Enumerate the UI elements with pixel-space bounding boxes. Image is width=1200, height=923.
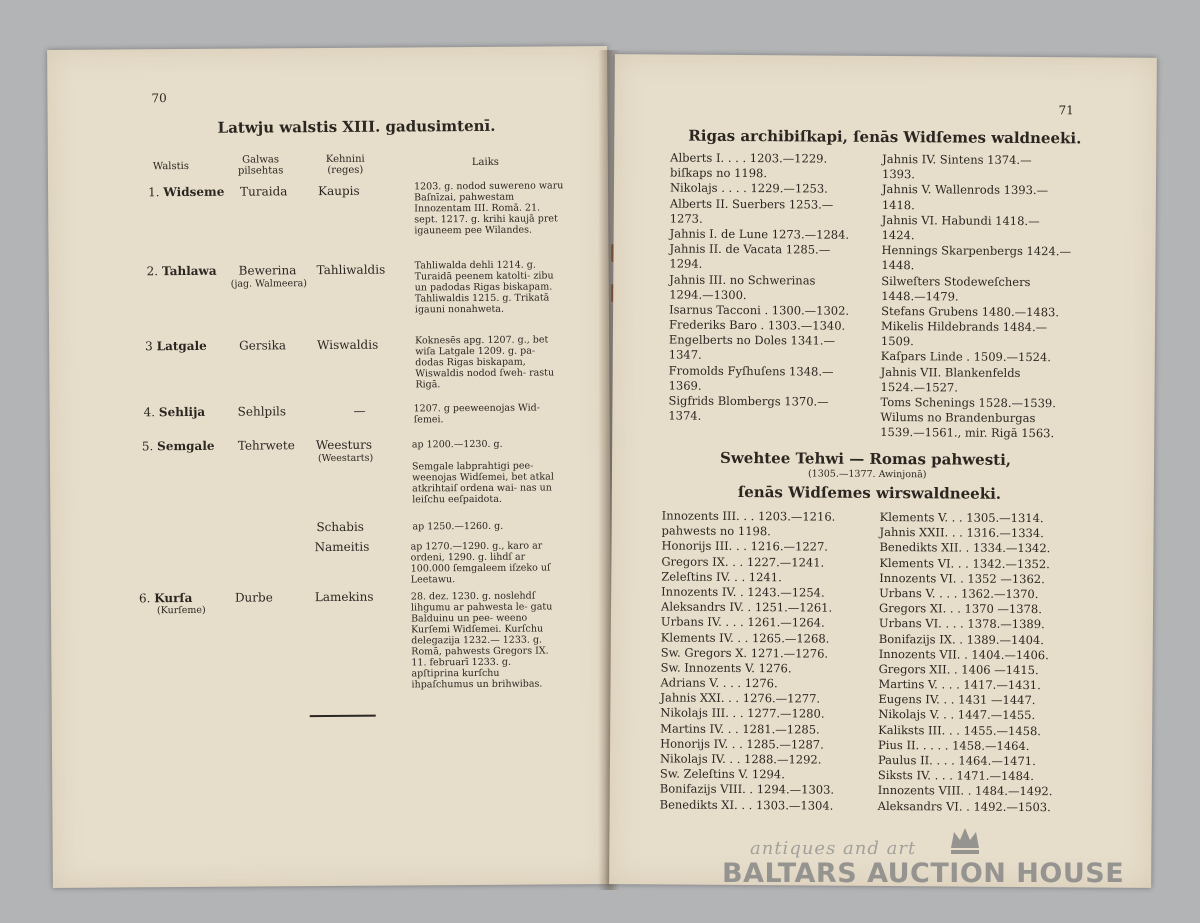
list-item: Urbans VI. . . . 1378.—1389. bbox=[878, 616, 1045, 632]
crown-icon bbox=[948, 826, 982, 856]
col-header-pilsehtas bbox=[238, 154, 284, 176]
list-item: Bonifazijs IX. . 1389.—1404. bbox=[878, 631, 1045, 647]
row-king-sub: (Weestarts) bbox=[317, 452, 374, 465]
list-item: Nikolajs IV. . . 1288.—1292. bbox=[659, 751, 822, 767]
table-row bbox=[147, 264, 217, 278]
list-item: 1524.—1527. bbox=[880, 379, 958, 395]
list-item: Jahnis II. de Vacata 1285.— bbox=[669, 241, 831, 257]
row-king: Nameitis bbox=[314, 539, 370, 555]
row-king: Weesturs bbox=[315, 437, 373, 453]
row-state: Kurſa bbox=[154, 590, 193, 606]
col-header-pilsehtas-line2: pilsehtas bbox=[237, 165, 284, 177]
section-title-popes-2: ſenās Widſemes wirswaldneeki. bbox=[737, 482, 1002, 503]
list-item: Siksts IV. . . . 1471.—1484. bbox=[877, 768, 1034, 784]
list-item: Jahnis XXII. . . 1316.—1334. bbox=[879, 525, 1044, 541]
row-state: Latgale bbox=[156, 338, 207, 354]
list-item: Klements V. . . 1305.—1314. bbox=[879, 509, 1044, 526]
list-item: 1273. bbox=[669, 211, 703, 226]
archbishops-column-2 bbox=[880, 152, 1071, 442]
row-city-sub: (jag. Walmeera) bbox=[230, 278, 308, 290]
row-state: Sehlija bbox=[158, 404, 206, 420]
list-item: Nikolajs . . . . 1229.—1253. bbox=[669, 180, 828, 196]
list-item: Nikolajs III. . . 1277.—1280. bbox=[660, 705, 825, 722]
row-king: Lamekins bbox=[314, 589, 374, 605]
list-item: 1448.—1479. bbox=[881, 288, 959, 304]
list-item: Gregors XI. . . 1370 —1378. bbox=[878, 601, 1042, 617]
table-row bbox=[144, 405, 206, 419]
list-item: Eugens IV. . . 1431 —1447. bbox=[878, 692, 1036, 708]
col-header-pilsehtas-line1: Galwas bbox=[242, 154, 280, 166]
list-item: 1374. bbox=[668, 408, 702, 423]
list-item: Engelberts no Doles 1341.— bbox=[668, 332, 836, 348]
list-item: Aleksandrs VI. . 1492.—1503. bbox=[877, 798, 1051, 814]
list-item: 1418. bbox=[881, 197, 915, 212]
row-city: Gersika bbox=[239, 338, 287, 353]
list-item: Kaliksts III. . . 1455.—1458. bbox=[878, 722, 1042, 738]
list-item: 1393. bbox=[882, 167, 916, 182]
list-item: Honorijs III. . . 1216.—1227. bbox=[661, 538, 829, 554]
list-item: Sigfrids Blombergs 1370.— bbox=[668, 393, 829, 409]
col-header-kehnini-line1: Kehnini bbox=[325, 153, 365, 166]
row-num: 6. bbox=[138, 591, 151, 606]
row-city: Turaida bbox=[240, 184, 288, 199]
page-number-right: 71 bbox=[1058, 103, 1074, 118]
list-item: Adrians V. . . . 1276. bbox=[660, 675, 778, 691]
list-item: Nikolajs V. . . 1447.—1455. bbox=[878, 707, 1036, 723]
list-item: Jahnis IV. Sintens 1374.— bbox=[882, 151, 1032, 168]
list-item: Gregors IX. . . 1227.—1241. bbox=[661, 554, 825, 570]
row-laiks: ap 1200.—1230. g. bbox=[411, 438, 503, 451]
col-header-walstis: Walstis bbox=[152, 160, 189, 173]
list-item: Jahnis VII. Blankenfelds bbox=[880, 364, 1021, 380]
left-page bbox=[47, 46, 613, 888]
list-item: Zeleſtins IV. . . 1241. bbox=[661, 569, 782, 585]
row-laiks-note: Semgale labprahtigi pee- weenojas Widſemei, bet atkal atkrihtaiſ ordena wai- nas un leiſchu eeſpaidota. bbox=[411, 460, 554, 506]
list-item: Paulus II. . . . 1464.—1471. bbox=[877, 752, 1036, 769]
popes-column-2 bbox=[878, 510, 1055, 815]
row-laiks: ap 1270.—1290. g., karo ar ordeni, 1290. g. lihdſ ar 100.000 ſemgaleem iſzeko uſ Leetawu. bbox=[410, 540, 551, 586]
list-item: Martins IV. . . 1281.—1285. bbox=[660, 721, 820, 737]
list-item: Mikelis Hildebrands 1484.— bbox=[880, 319, 1048, 335]
row-num: 5. bbox=[141, 439, 154, 454]
row-num: 2. bbox=[146, 264, 159, 279]
list-item: 1448. bbox=[881, 258, 915, 273]
watermark-brand: BALTARS AUCTION HOUSE bbox=[722, 858, 1125, 889]
row-state: Widseme bbox=[163, 184, 225, 200]
list-item: Bonifazijs VIII. . 1294.—1303. bbox=[659, 781, 835, 798]
table-row bbox=[145, 339, 207, 353]
col-header-kehnini-line2: (reges) bbox=[327, 164, 364, 177]
row-city: Tehrwete bbox=[237, 438, 295, 453]
row-king: Kaupis bbox=[318, 183, 360, 199]
col-header-kehnini bbox=[326, 154, 365, 176]
list-item: Urbans IV. . . . 1261.—1264. bbox=[660, 614, 825, 630]
list-item: Isarnus Tacconi . 1300.—1302. bbox=[669, 302, 850, 318]
list-item: Stefans Grubens 1480.—1483. bbox=[881, 303, 1060, 320]
popes-column-1 bbox=[660, 508, 836, 813]
list-item: Innozents III. . . 1203.—1216. bbox=[661, 508, 836, 524]
list-item: pahwests no 1198. bbox=[661, 523, 771, 539]
row-laiks: 28. dez. 1230. g. noslehdſ lihgumu ar pahwesta le- gatu Balduinu un pee- weeno Kurſemi Widſemei. Kurſchu delegazija 1232.— 1233. g. Romā, pahwests Gregors IX. 11. februarī 1233. g. apſtiprina kurſchu ihpaſchumus un brihwibas. bbox=[410, 590, 553, 691]
list-item: Innozents VIII. . 1484.—1492. bbox=[877, 783, 1053, 799]
list-item: Silweſters Stodeweſchers bbox=[881, 273, 1031, 289]
list-item: biſkaps no 1198. bbox=[670, 165, 768, 181]
list-item: Martins V. . . . 1417.—1431. bbox=[878, 677, 1041, 693]
list-item: 1424. bbox=[881, 227, 915, 243]
row-laiks: Tahliwalda dehli 1214. g. Turaidā peenem katolti- zibu un padodas Rigas biskapam. Tahliwaldis 1215. g. Trikatā igauni nonahweta. bbox=[414, 259, 554, 316]
watermark-tagline: antiques and art bbox=[750, 838, 917, 859]
list-item: Innozents VI. . 1352 —1362. bbox=[879, 570, 1045, 586]
list-item: 1347. bbox=[668, 347, 702, 363]
list-item: 1294.—1300. bbox=[669, 287, 747, 302]
row-num: 4. bbox=[143, 405, 156, 420]
list-item: Klements VI. . . 1342.—1352. bbox=[879, 555, 1050, 571]
list-item: Sw. Zeleſtins V. 1294. bbox=[659, 766, 785, 782]
list-item: Klements IV. . . 1265.—1268. bbox=[660, 629, 830, 646]
table-row bbox=[148, 185, 224, 200]
row-laiks: ap 1250.—1260. g. bbox=[412, 520, 504, 533]
row-state: Tahlawa bbox=[161, 263, 217, 279]
row-king: Tahliwaldis bbox=[316, 262, 386, 278]
list-item: Alberts II. Suerbers 1253.— bbox=[669, 196, 834, 212]
row-king: — bbox=[353, 403, 366, 418]
list-item: Frederiks Baro . 1303.—1340. bbox=[668, 317, 846, 333]
row-num: 1. bbox=[148, 185, 160, 200]
end-rule bbox=[310, 715, 376, 717]
row-city: Bewerina bbox=[238, 263, 297, 278]
list-item: Gregors XII. . 1406 —1415. bbox=[878, 661, 1039, 677]
section-title-popes: Swehtee Tehwi — Romas pahwesti, bbox=[720, 448, 1012, 469]
list-item: Pius II. . . . . 1458.—1464. bbox=[878, 737, 1030, 753]
list-item: 1539.—1561., mir. Rigā 1563. bbox=[880, 425, 1055, 441]
list-item: Honorijs IV. . . 1285.—1287. bbox=[660, 736, 824, 752]
list-item: Jahnis I. de Lune 1273.—1284. bbox=[669, 226, 850, 242]
row-king: Wiswaldis bbox=[317, 337, 379, 353]
list-item: Fromolds Fyſhuſens 1348.— bbox=[668, 363, 834, 379]
row-laiks: 1207. g peeweenojas Wid- ſemei. bbox=[413, 402, 540, 426]
section-subtitle-popes: (1305.—1377. Awinjonā) bbox=[807, 468, 927, 481]
row-king: Schabis bbox=[316, 519, 364, 535]
row-state-sub: (Kurſeme) bbox=[156, 604, 206, 617]
table-row bbox=[139, 591, 193, 605]
list-item: Alberts I. . . . 1203.—1229. bbox=[670, 150, 828, 166]
list-item: Jahnis XXI. . . 1276.—1277. bbox=[660, 690, 821, 706]
row-city: Durbe bbox=[234, 590, 273, 605]
list-item: Jahnis V. Wallenrods 1393.— bbox=[881, 182, 1049, 198]
list-item: Benedikts XI. . . 1303.—1304. bbox=[659, 797, 834, 813]
list-item: Kaſpars Linde . 1509.—1524. bbox=[880, 349, 1052, 365]
list-item: Jahnis III. no Schwerinas bbox=[669, 272, 816, 288]
row-laiks: Koknesēs apg. 1207. g., bet wiſa Latgale 1209. g. pa- dodas Rigas biskapam, Wiswaldis nodod ſweh- rastu Rigā. bbox=[415, 334, 555, 391]
list-item: 1294. bbox=[669, 256, 703, 272]
list-item: Toms Schenings 1528.—1539. bbox=[880, 394, 1056, 411]
list-item: Aleksandrs IV. . 1251.—1261. bbox=[660, 599, 833, 615]
list-item: Jahnis VI. Habundi 1418.— bbox=[881, 212, 1040, 228]
table-row bbox=[142, 439, 215, 454]
list-item: Hennings Skarpenbergs 1424.— bbox=[881, 243, 1072, 259]
list-item: Wilums no Brandenburgas bbox=[880, 410, 1036, 426]
page-title-left: Latwju walstis XIII. gadusimtenī. bbox=[217, 116, 496, 137]
list-item: Urbans V. . . . 1362.—1370. bbox=[879, 585, 1039, 602]
col-header-laiks: Laiks bbox=[471, 156, 499, 169]
row-state: Semgale bbox=[157, 438, 215, 454]
row-laiks: 1203. g. nodod suwereno waru Baſnīzai, pahwestam Innozentam III. Romā. 21. sept. 1217. g. krihi kaujā pret igauneem pee Wilandes. bbox=[414, 180, 564, 237]
list-item: 1369. bbox=[668, 378, 702, 393]
page-number-left: 70 bbox=[151, 91, 167, 106]
list-item: Sw. Innozents V. 1276. bbox=[660, 660, 792, 676]
section-title-archbishops: Rigas archibiſkapi, ſenās Widſemes waldneeki. bbox=[688, 126, 1082, 148]
list-item: Benedikts XII. . 1334.—1342. bbox=[879, 540, 1051, 556]
archbishops-column-1 bbox=[668, 151, 850, 426]
list-item: Innozents VII. . 1404.—1406. bbox=[878, 646, 1049, 662]
list-item: Innozents IV. . 1243.—1254. bbox=[661, 584, 825, 600]
list-item: Sw. Gregors X. 1271.—1276. bbox=[660, 645, 829, 661]
row-num: 3 bbox=[145, 339, 153, 354]
list-item: 1509. bbox=[880, 334, 914, 349]
right-page bbox=[609, 54, 1157, 888]
row-city: Sehlpils bbox=[237, 404, 287, 419]
